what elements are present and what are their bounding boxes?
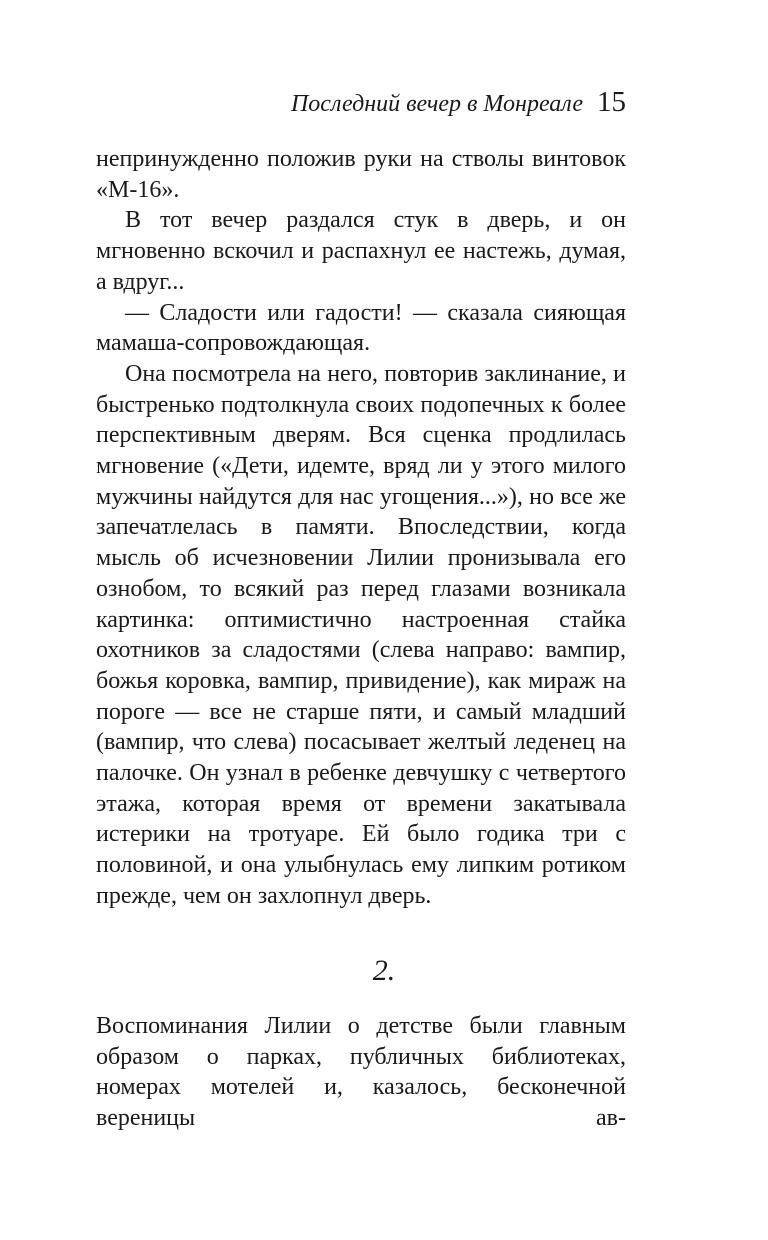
running-head xyxy=(291,86,626,119)
running-title: Последний вечер в Монреале xyxy=(290,91,583,117)
page-number: 15 xyxy=(597,86,626,118)
paragraph: Воспоминания Лилии о детстве были главным образом о парках, публичных библиотеках, номерах мотелей и, казалось, бесконечной вереницы ав- xyxy=(96,1013,626,1132)
paragraph: непринужденно положив руки на стволы винтовок «М-16». xyxy=(96,146,626,203)
chapter-number: 2. xyxy=(372,954,396,987)
paragraph: — Сладости или гадости! — сказала сияющая мамаша-сопровождающая. xyxy=(96,299,626,357)
body-text-top xyxy=(96,144,626,912)
paragraph: Она посмотрела на него, повторив заклинание, и быстренько подтолкнула своих подопечных к более перспективным дверям. Вся сценка продлилась мгновение («Дети, идемте, вряд ли у этого милого мужчины найдутся для нас угощения...»), но все же запечатлелась в памяти. Впоследствии, когда мысль об исчезновении Лилии пронизывала его ознобом, то всякий раз перед глазами возникала картинка: оптимистично настроенная стайка охотников за сладостями (слева направо: вампир, божья коровка, вампир, привидение), как мираж на пороге — все не старше пяти, и самый младший (вампир, что слева) посасывает желтый леденец на палочке. Он узнал в ребенке девчушку с четвертого этажа, которая время от времени закатывала истерики на тротуаре. Ей было годика три с половиной, и она улыбнулась ему липким ротиком прежде, чем он захлопнул дверь. xyxy=(96,360,626,909)
paragraph: В тот вечер раздался стук в дверь, и он мгновенно вскочил и распахнул ее настежь, думая, а вдруг... xyxy=(96,207,626,295)
body-text-bottom xyxy=(96,1011,626,1134)
